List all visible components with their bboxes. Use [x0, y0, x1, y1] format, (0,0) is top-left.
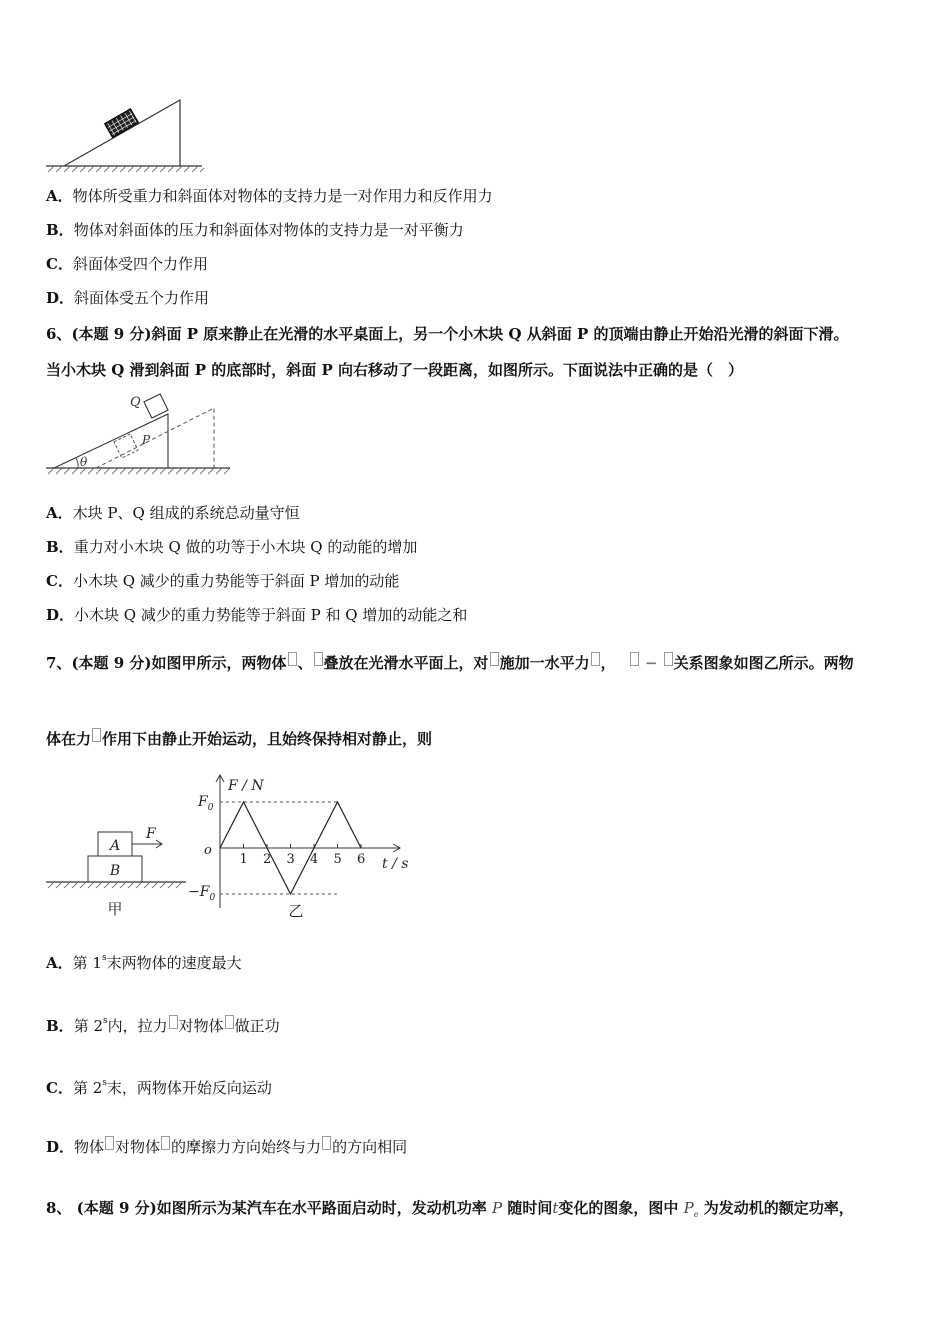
q5-option-b: B．物体对斜面体的压力和斜面体对物体的支持力是一对平衡力: [46, 221, 464, 239]
q6-stem-line1: 6、(本题 9 分)斜面 P 原来静止在光滑的水平桌面上，另一个小木块 Q 从斜面 P 的顶端由静止开始沿光滑的斜面下滑。: [46, 325, 849, 343]
label-q: Q: [130, 395, 141, 410]
caption-jia: 甲: [107, 900, 123, 918]
block-b-label: B: [109, 863, 121, 879]
x-tick-label-4: 4: [310, 852, 319, 867]
q6-stem-line2: 当小木块 Q 滑到斜面 P 的底部时，斜面 P 向右移动了一段距离，如图所示。下面说法中正确的是（ ）: [46, 361, 743, 379]
q6-option-d: D．小木块 Q 减少的重力势能等于斜面 P 和 Q 增加的动能之和: [46, 606, 468, 624]
x-tick-label-6: 6: [357, 852, 366, 867]
q7-option-c: C．第 2$^s$末，两物体开始反向运动: [46, 1078, 272, 1097]
origin-label: o: [204, 843, 212, 858]
q8-stem: 8、 (本题 9 分)如图所示为某汽车在水平路面启动时，发动机功率 P 随时间t变化的图象，图中 $P_e$ 为发动机的额定功率，: [46, 1199, 854, 1219]
x-tick-label-1: 1: [239, 852, 248, 867]
q7-stem-line2: 体在力 作用下由静止开始运动，且始终保持相对静止，则: [46, 730, 433, 748]
label-theta: θ: [80, 455, 88, 469]
label-p: P: [142, 433, 151, 447]
caption-yi: 乙: [288, 902, 304, 920]
q7-option-a: A．第 1$^s$末两物体的速度最大: [46, 953, 242, 972]
q6-option-b: B．重力对小木块 Q 做的功等于小木块 Q 的动能的增加: [46, 538, 418, 556]
q7-option-b: B．第 2$^s$内，拉力 对物体 做正功: [46, 1016, 280, 1035]
sliding-incline-figure: [44, 390, 234, 476]
block-a-label: A: [109, 838, 121, 854]
q5-option-d: D．斜面体受五个力作用: [46, 289, 210, 307]
x-axis-label: t / s: [382, 856, 409, 872]
y-axis-label: F / N: [228, 778, 264, 794]
force-label: F: [146, 826, 156, 842]
q6-option-a: A．木块 P、Q 组成的系统总动量守恒: [46, 504, 300, 522]
q7-option-d: D．物体 对物体 的摩擦力方向始终与力 的方向相同: [46, 1138, 408, 1156]
x-tick-label-2: 2: [263, 852, 272, 867]
q6-option-c: C．小木块 Q 减少的重力势能等于斜面 P 增加的动能: [46, 572, 400, 590]
neg-f0-label: $-F_0$: [188, 884, 216, 903]
q5-option-a: A．物体所受重力和斜面体对物体的支持力是一对作用力和反作用力: [46, 187, 493, 205]
force-time-chart: [186, 770, 416, 922]
incline-figure: [44, 96, 206, 176]
q7-stem-line1: 7、(本题 9 分)如图甲所示，两物体 、 叠放在光滑水平面上，对 施加一水平力 ， − 关系图象如图乙所示。两物: [46, 654, 854, 672]
q5-option-c: C．斜面体受四个力作用: [46, 255, 208, 273]
x-tick-label-5: 5: [333, 852, 342, 867]
stacked-blocks-figure: [44, 822, 190, 920]
f0-label: $F_0$: [198, 794, 214, 813]
x-tick-label-3: 3: [286, 852, 295, 867]
